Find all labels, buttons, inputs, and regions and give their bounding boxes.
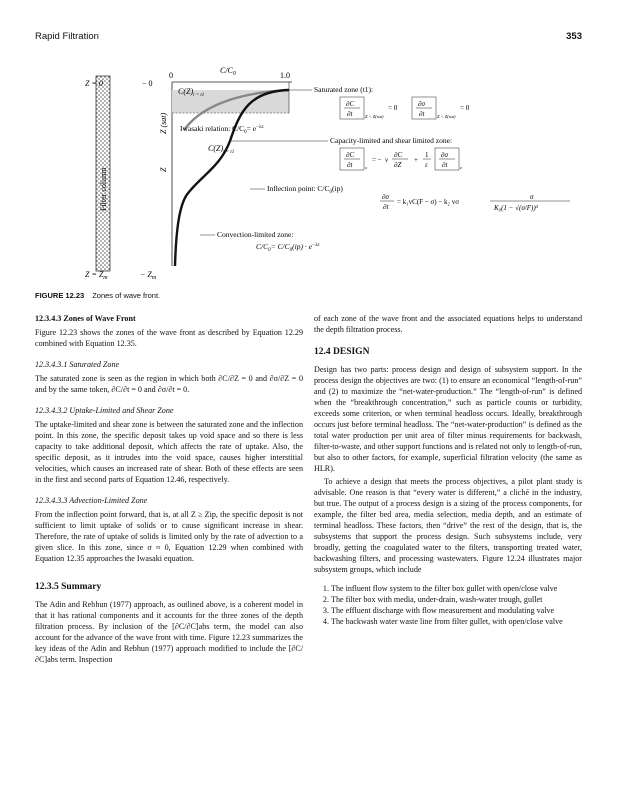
svg-text:= 0: = 0 bbox=[388, 104, 398, 112]
paragraph: The uptake-limited and shear zone is between the saturated zone and the inflection point. In this zone, the specific deposit takes up void space and so there is less capacity to take additional deposit, which affects the rate of uptake. Also, the specific deposit, as it intrudes into the void space, causes higher interstitial velocities, which causes an increased rate of shear. Both of these effects are seen in the first and second parts of Equation 12.46, respectively. bbox=[35, 420, 303, 484]
capacity-zone-label: Capacity-limited and shear limited zone: bbox=[330, 136, 453, 145]
axis-title: $C/C_0$ bbox=[220, 66, 236, 77]
caption-text: Zones of wave front. bbox=[92, 291, 161, 300]
right-column bbox=[314, 313, 582, 627]
svg-text:Z < Z(sat): Z < Z(sat) bbox=[365, 114, 384, 119]
filter-column-label: Filter column bbox=[99, 167, 108, 211]
svg-text:z: z bbox=[460, 165, 462, 170]
left-column bbox=[35, 313, 303, 667]
svg-text:∂σ: ∂σ bbox=[418, 100, 425, 108]
svg-text:= k₁vC(F − σ) − k₂ vσ: = k₁vC(F − σ) − k₂ vσ bbox=[397, 198, 459, 206]
svg-text:1: 1 bbox=[425, 151, 429, 159]
deposit-rate-equation bbox=[380, 193, 570, 212]
running-title: Rapid Filtration bbox=[35, 31, 99, 42]
page-number: 353 bbox=[566, 31, 582, 42]
cz2-label: $C(Z)_{t = t1}$ bbox=[208, 144, 235, 155]
paragraph: From the inflection point forward, that is, at all Z ≥ Zip, the specific deposit is not sufficient to limit uptake of solids or to cause significant increase in shear. Therefore, the rate of uptake of solids is limited only by the rate of advection to a given slice. In this zone, since σ ≈ 0, Equation 12.29 when combined with Equation 12.35 approaches the Iwasaki equation. bbox=[35, 510, 303, 563]
heading-uptake-limited: 12.3.4.3.2 Uptake-Limited and Shear Zone bbox=[35, 406, 174, 415]
paragraph: To achieve a design that meets the process objectives, a pilot plant study is advisable. One reason is that “every water is different,” a cliché in the industry, but true. The output of a process design is a sizing of the process components, for example, the filter bed area, media selection, media depth, and an estimate of terminal headloss. These factors, then “drive” the rest of the design, that is, the subsystems that support the process design. Such subsystems include, very broadly, getting the coagulated water to the filters, transporting treated water, backwashing filters, and processing wastewaters. Figure 12.24 illustrates major subsystem groups, which include bbox=[314, 477, 582, 574]
svg-text:∂t: ∂t bbox=[419, 110, 425, 118]
saturated-zone-label: Saturated zone (t1): bbox=[314, 85, 374, 94]
svg-text:∂Z: ∂Z bbox=[394, 161, 402, 169]
svg-text:K₀(1 − √(σ/F))³: K₀(1 − √(σ/F))³ bbox=[494, 204, 538, 212]
list-item: 1. The influent flow system to the filter box gullet with open/close valve bbox=[331, 583, 582, 594]
paragraph: The saturated zone is seen as the region in which both ∂C/∂Z = 0 and ∂σ/∂Z = 0 and by the same token, ∂C/∂t = 0 and ∂σ/∂t = 0. bbox=[35, 374, 303, 394]
heading-design: 12.4 DESIGN bbox=[314, 347, 370, 357]
convection-equation: $C/C_0= C/C_0(ip) \cdot e^{-\lambda z}$ bbox=[256, 242, 320, 253]
z0-top-label: Z = 0 bbox=[85, 79, 103, 88]
z-sat-label: Z (sat) bbox=[159, 112, 168, 134]
paragraph: of each zone of the wave front and the associated equations helps to understand the depth filtration process. bbox=[314, 314, 582, 334]
paragraph: Figure 12.23 shows the zones of the wave front as described by Equation 12.29 combined with Equation 12.35. bbox=[35, 328, 303, 348]
svg-text:σ: σ bbox=[530, 193, 534, 201]
svg-text:∂t: ∂t bbox=[347, 161, 353, 169]
heading-advection-limited: 12.3.4.3.3 Advection-Limited Zone bbox=[35, 496, 148, 505]
heading-saturated-zone: 12.3.4.3.1 Saturated Zone bbox=[35, 360, 120, 369]
heading-summary: 12.3.5 Summary bbox=[35, 582, 102, 592]
paragraph: Design has two parts: process design and design of subsystem support. In the process design the objectives are two: (1) to ensure an economical “length-of-run” and (2) to maximize the “net-water-production.” The “length-of-run” is defined when the “breakthrough concentration,” such as particle counts or turbidity, exceeds some criterion, or when terminal headloss occurs. Ideally, breakthrough occurs just before terminal headloss. The “net-water-production” is defined as the total water production per unit area of filter minus requirements for backwash, filter-to-waste, and other support functions and is related not only to length-of-run, but also to other factors, for example, superficial filtration velocity (the same as HLR). bbox=[314, 365, 582, 473]
svg-text:∂σ: ∂σ bbox=[382, 193, 389, 201]
paragraph: The Adin and Rebhun (1977) approach, as outlined above, is a coherent model in that it has rational components and it accounts for the three zones of the depth filtration process. By inclusion of the [∂C/∂C]abs term, the model can also account for the advance of the wave front with time. Figure 12.23 summarizes the key ideas of the Adin and Rebhun (1977) approach modified to include the [∂C/∂C]abs term. Inspection bbox=[35, 600, 303, 664]
subsystem-list bbox=[314, 583, 582, 627]
axis-one-label: 1.0 bbox=[280, 71, 290, 80]
bottom-tick-label: − $Z_m$ bbox=[140, 270, 157, 281]
svg-text:Z < Z(sat): Z < Z(sat) bbox=[437, 114, 456, 119]
list-item: 3. The effluent discharge with flow measurement and modulating valve bbox=[331, 605, 582, 616]
inflection-label: Inflection point: $C/C_0(ip)$ bbox=[267, 184, 343, 195]
svg-text:+: + bbox=[414, 156, 418, 164]
z-mid-label: Z bbox=[159, 167, 168, 172]
svg-text:v: v bbox=[385, 156, 389, 164]
heading-12-3-4-3: 12.3.4.3 Zones of Wave Front bbox=[35, 314, 136, 323]
svg-text:∂σ: ∂σ bbox=[441, 151, 448, 159]
figure-caption bbox=[35, 291, 160, 300]
convection-zone-label: Convection-limited zone: bbox=[217, 230, 294, 239]
svg-text:= 0: = 0 bbox=[460, 104, 470, 112]
svg-text:∂t: ∂t bbox=[442, 161, 448, 169]
svg-text:∂C: ∂C bbox=[394, 151, 403, 159]
svg-text:o: o bbox=[365, 165, 368, 170]
wave-front-curve bbox=[175, 90, 289, 266]
svg-text:∂t: ∂t bbox=[383, 203, 389, 211]
svg-text:∂t: ∂t bbox=[347, 110, 353, 118]
zm-label: $Z = Z_m$ bbox=[85, 270, 108, 281]
wave-front-figure bbox=[80, 56, 610, 291]
svg-text:= −: = − bbox=[372, 156, 382, 164]
axis-zero-label: 0 bbox=[169, 71, 173, 80]
top-tick-label: − 0 bbox=[142, 79, 153, 88]
svg-text:∂C: ∂C bbox=[346, 151, 355, 159]
page-header bbox=[35, 31, 582, 45]
iwasaki-label: Iwasaki relation: $C/C_0= e^{-\lambda z}$ bbox=[180, 124, 264, 135]
saturated-equations bbox=[340, 97, 470, 119]
cz-label: $C(Z)_{t = t1}$ bbox=[178, 87, 205, 98]
capacity-equations bbox=[340, 148, 462, 170]
caption-label: FIGURE 12.23 bbox=[35, 291, 85, 300]
svg-text:ε: ε bbox=[425, 161, 428, 169]
svg-text:∂C: ∂C bbox=[346, 100, 355, 108]
list-item: 4. The backwash water waste line from filter gullet, with open/close valve bbox=[331, 616, 582, 627]
list-item: 2. The filter box with media, under-drain, wash-water trough, gullet bbox=[331, 594, 582, 605]
